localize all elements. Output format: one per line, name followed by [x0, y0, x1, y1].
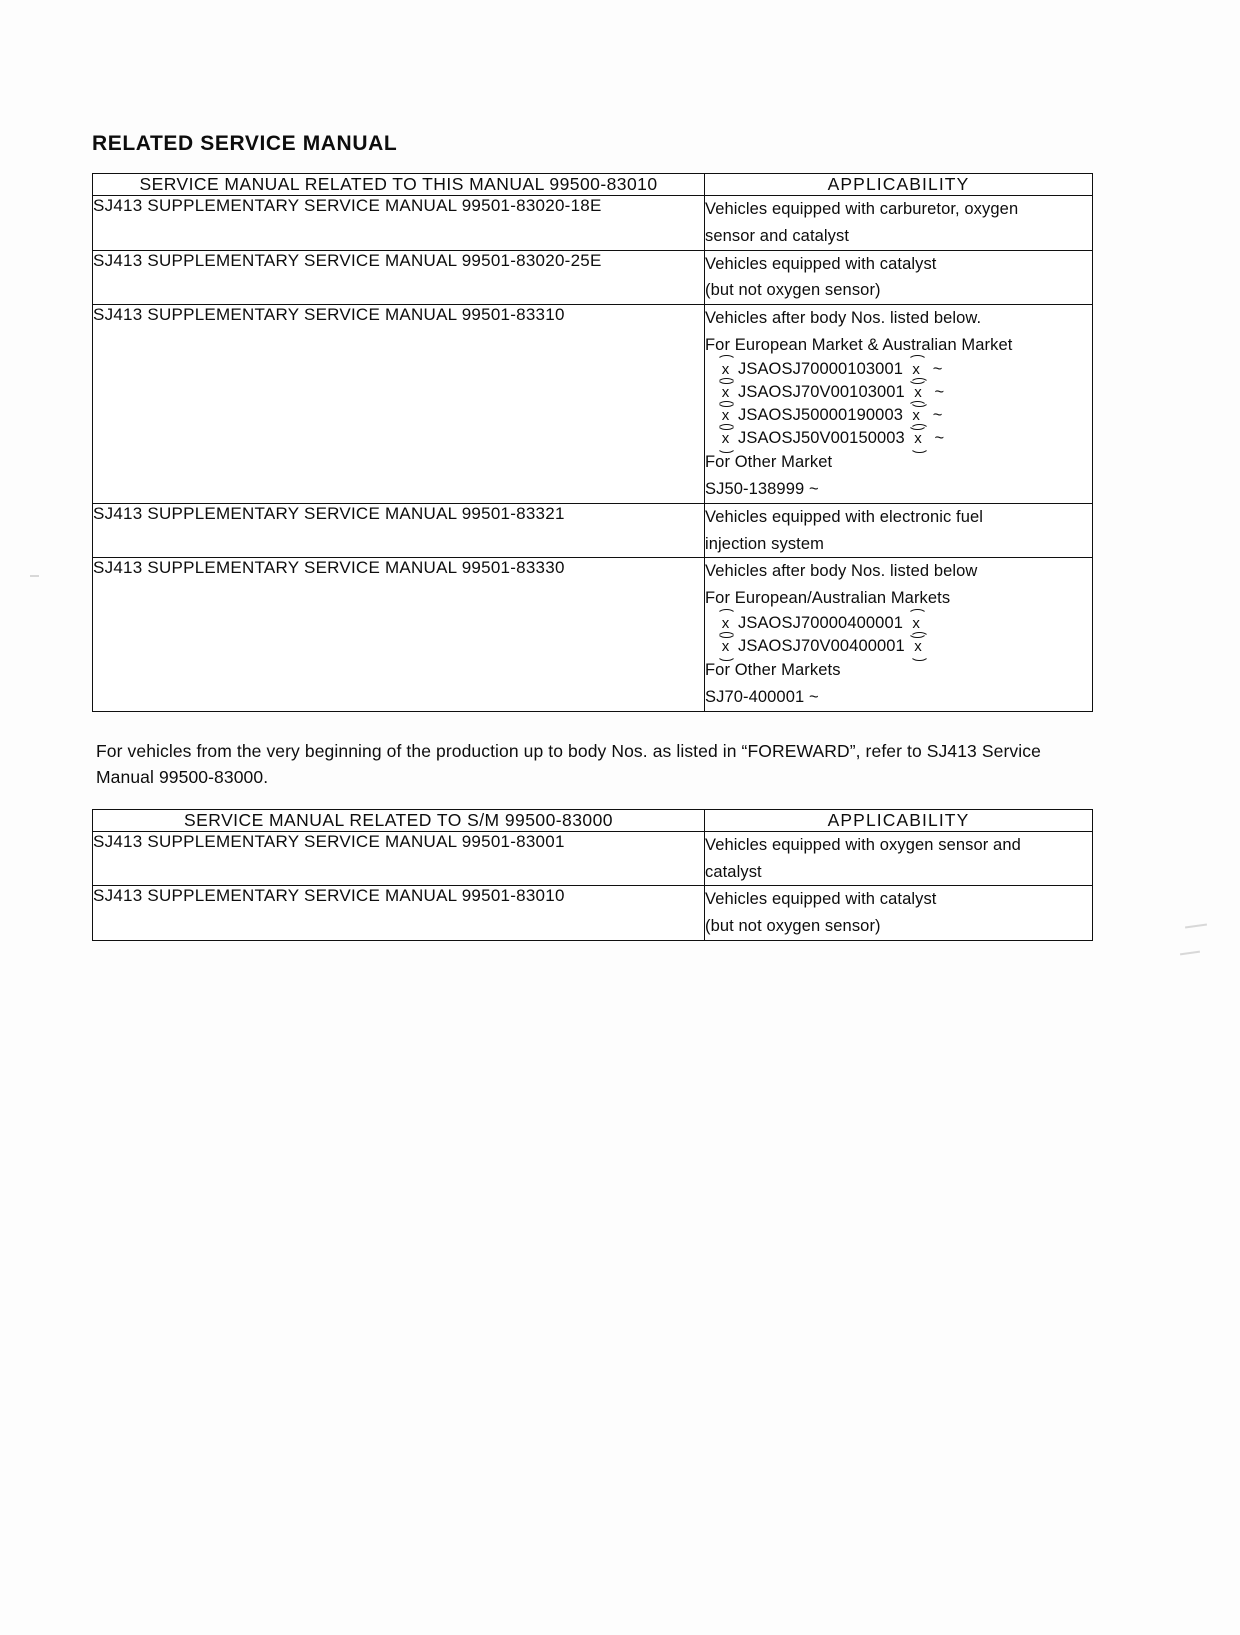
range-tilde: ~: [932, 360, 943, 379]
x-mark-icon: x: [909, 362, 924, 377]
body-number: JSAOSJ70000103001: [738, 360, 903, 379]
table-row: [93, 831, 1093, 885]
body-number: JSAOSJ70V00400001: [738, 636, 905, 655]
scan-artifact: [1180, 951, 1200, 956]
applicability-line: (but not oxygen sensor): [705, 917, 881, 936]
body-number: JSAOSJ50000190003: [738, 405, 903, 424]
applicability-line: For European Market & Australian Market: [705, 335, 1013, 354]
manual-name: SJ413 SUPPLEMENTARY SERVICE MANUAL 99501-83310: [93, 304, 705, 503]
x-mark-icon: x: [718, 639, 733, 654]
table-row: [93, 886, 1093, 940]
body-number-line: [705, 381, 1092, 404]
range-tilde: ~: [934, 383, 945, 402]
x-mark-icon: x: [718, 408, 733, 423]
body-number-line: [705, 404, 1092, 427]
scan-artifact: [30, 575, 39, 577]
table-header-row: [93, 809, 1093, 831]
table-row: [93, 558, 1093, 711]
body-number-line: [705, 635, 1092, 658]
table-header-row: [93, 174, 1093, 196]
range-tilde: ~: [932, 405, 943, 424]
applicability-line: Vehicles equipped with electronic fuel: [705, 507, 984, 526]
applicability-line: (but not oxygen sensor): [705, 281, 881, 300]
page-title: RELATED SERVICE MANUAL: [92, 132, 398, 155]
scan-artifact: [1185, 923, 1207, 928]
applicability-line: sensor and catalyst: [705, 226, 850, 245]
applicability-cell: [705, 831, 1093, 885]
manual-name: SJ413 SUPPLEMENTARY SERVICE MANUAL 99501-83010: [93, 886, 705, 940]
body-number-line: [705, 612, 1092, 635]
other-market-label: For Other Markets: [705, 661, 841, 680]
applicability-cell: [705, 558, 1093, 711]
table-row: [93, 503, 1093, 557]
column-header-manual: SERVICE MANUAL RELATED TO S/M 99500-83000: [93, 809, 705, 831]
note-line-2: to SJ413 Service Manual 99500-83000.: [96, 740, 1041, 788]
column-header-applicability: APPLICABILITY: [705, 174, 1093, 196]
x-mark-icon: x: [911, 639, 926, 654]
note-line-1: For vehicles from the very beginning of the production up to body Nos. as listed in “FOREWARD”, refer: [96, 740, 903, 761]
table-row: [93, 250, 1093, 304]
applicability-line: Vehicles equipped with oxygen sensor and: [705, 835, 1021, 854]
applicability-cell: [705, 196, 1093, 250]
x-mark-icon: x: [718, 385, 733, 400]
applicability-line: Vehicles equipped with carburetor, oxygen: [705, 200, 1019, 219]
table-row: [93, 304, 1093, 503]
body-number: JSAOSJ70000400001: [738, 613, 903, 632]
applicability-line: For European/Australian Markets: [705, 589, 951, 608]
manual-name: SJ413 SUPPLEMENTARY SERVICE MANUAL 99501-83330: [93, 558, 705, 711]
table-row: [93, 196, 1093, 250]
applicability-line: Vehicles after body Nos. listed below: [705, 562, 978, 581]
applicability-line: injection system: [705, 534, 824, 553]
x-mark-icon: x: [911, 385, 926, 400]
applicability-line: Vehicles equipped with catalyst: [705, 254, 937, 273]
body-number: JSAOSJ50V00150003: [738, 428, 905, 447]
related-to-sm-99500-83000-table: [92, 809, 1093, 941]
x-mark-icon: x: [909, 616, 924, 631]
manual-name: SJ413 SUPPLEMENTARY SERVICE MANUAL 99501-83001: [93, 831, 705, 885]
x-mark-icon: x: [718, 431, 733, 446]
column-header-applicability: APPLICABILITY: [705, 809, 1093, 831]
other-market-number: SJ50-138999 ~: [705, 480, 819, 499]
body-number-line: [705, 427, 1092, 450]
related-service-manual-table: [92, 173, 1093, 712]
other-market-label: For Other Market: [705, 453, 833, 472]
body-number-line: [705, 358, 1092, 381]
column-header-manual: SERVICE MANUAL RELATED TO THIS MANUAL 99500-83010: [93, 174, 705, 196]
applicability-cell: [705, 304, 1093, 503]
applicability-cell: [705, 250, 1093, 304]
applicability-cell: [705, 503, 1093, 557]
document-content: [92, 132, 1092, 941]
applicability-cell: [705, 886, 1093, 940]
body-number: JSAOSJ70V00103001: [738, 383, 905, 402]
applicability-line: Vehicles after body Nos. listed below.: [705, 308, 982, 327]
applicability-line: catalyst: [705, 862, 762, 881]
x-mark-icon: x: [718, 616, 733, 631]
applicability-line: Vehicles equipped with catalyst: [705, 890, 937, 909]
x-mark-icon: x: [718, 362, 733, 377]
manual-name: SJ413 SUPPLEMENTARY SERVICE MANUAL 99501-83321: [93, 503, 705, 557]
manual-name: SJ413 SUPPLEMENTARY SERVICE MANUAL 99501-83020-25E: [93, 250, 705, 304]
foreword-note: [96, 738, 1096, 791]
other-market-number: SJ70-400001 ~: [705, 688, 819, 707]
manual-name: SJ413 SUPPLEMENTARY SERVICE MANUAL 99501-83020-18E: [93, 196, 705, 250]
x-mark-icon: x: [909, 408, 924, 423]
x-mark-icon: x: [911, 431, 926, 446]
range-tilde: ~: [934, 428, 945, 447]
